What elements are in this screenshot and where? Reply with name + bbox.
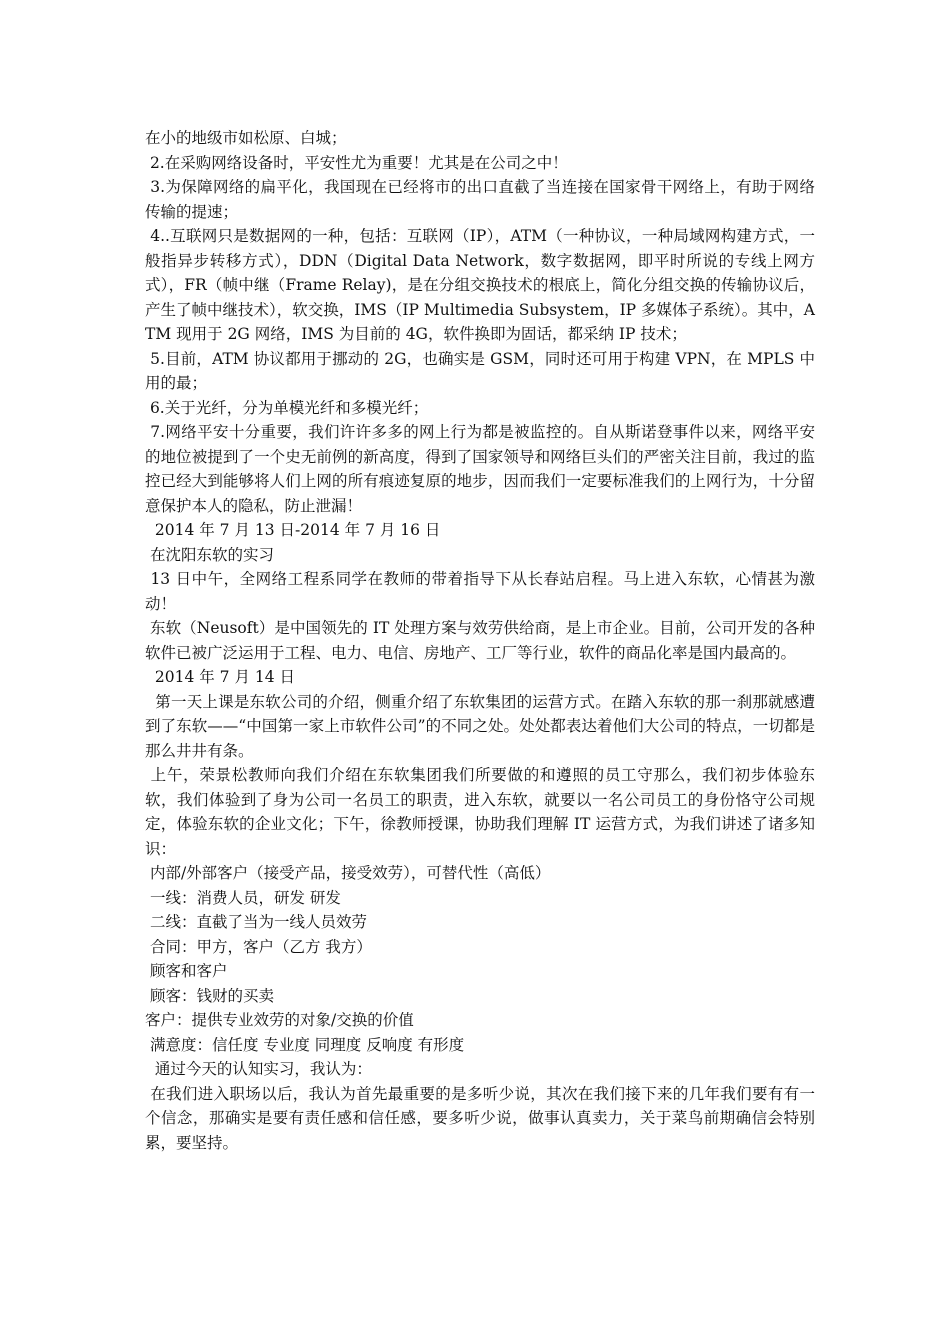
paragraph: 5.目前，ATM 协议都用于挪动的 2G，也确实是 GSM，同时还可用于构建 VPN，在 MPLS 中用的最； <box>145 349 815 392</box>
list-item: 顾客：钱财的买卖 <box>145 986 274 1005</box>
paragraph: 上午，荣景松教师向我们介绍在东软集团我们所要做的和遵照的员工守那么，我们初步体验东软，我们体验到了身为公司一名员工的职责，进入东软，就要以一名公司员工的身份恪守公司规定，体验东软的企业文化；下午，徐教师授课，协助我们理解 IT 运营方式，为我们讲述了诸多知识： <box>145 766 815 858</box>
list-item: 满意度：信任度 专业度 同理度 反响度 有形度 <box>145 1035 465 1054</box>
section-heading: 在沈阳东软的实习 <box>145 545 274 564</box>
paragraph: 2.在采购网络设备时，平安性尤为重要！尤其是在公司之中！ <box>145 153 568 172</box>
paragraph: 7.网络平安十分重要，我们许许多多的网上行为都是被监控的。自从斯诺登事件以来，网络平安的地位被提到了一个史无前例的新高度，得到了国家领导和网络巨头们的严密关注目前，我过的监控已经大到能够将人们上网的所有痕迹复原的地步，因而我们一定要标准我们的上网行为，十分留意保护本人的隐私，防止泄漏！ <box>145 423 815 515</box>
paragraph: 通过今天的认知实习，我认为： <box>145 1060 372 1078</box>
document-body <box>145 126 815 1155</box>
list-item: 一线：消费人员，研发 研发 <box>145 888 341 907</box>
paragraph: 在小的地级市如松原、白城； <box>145 129 347 147</box>
paragraph: 4..互联网只是数据网的一种，包括：互联网（IP），ATM（一种协议，一种局域网构建方式，一般指异步转移方式），DDN（Digital Data Network，数字数据网，即平时所说的专线上网方式），FR（帧中继（Frame Relay)，是在分组交换技术的根底上，简化分组交换的传输协议后，产生了帧中继技术），软交换，IMS（IP Multimedia Subsystem，IP 多媒体子系统）。其中，ATM 现用于 2G 网络，IMS 为目前的 4G，软件换即为固话，都采纳 IP 技术； <box>145 227 815 343</box>
paragraph: 第一天上课是东软公司的介绍，侧重介绍了东软集团的运营方式。在踏入东软的那一刹那就感遭到了东软——“中国第一家上市软件公司”的不同之处。处处都表达着他们大公司的特点，一切都是那么井井有条。 <box>145 692 815 760</box>
list-item: 二线：直截了当为一线人员效劳 <box>145 913 367 931</box>
list-item: 内部/外部客户（接受产品，接受效劳），可替代性（高低） <box>145 864 551 882</box>
list-item: 顾客和客户 <box>145 962 228 980</box>
paragraph: 在我们进入职场以后，我认为首先最重要的是多听少说，其次在我们接下来的几年我们要有有一个信念，那确实是要有责任感和信任感，要多听少说，做事认真卖力，关于菜鸟前期确信会特别累，要坚持。 <box>145 1084 815 1152</box>
date-heading: 2014 年 7 月 13 日-2014 年 7 月 16 日 <box>145 521 441 539</box>
paragraph: 13 日中午，全网络工程系同学在教师的带着指导下从长春站启程。马上进入东软，心情甚为激动！ <box>145 570 815 613</box>
paragraph: 东软（Neusoft）是中国领先的 IT 处理方案与效劳供给商，是上市企业。目前，公司开发的各种软件已被广泛运用于工程、电力、电信、房地产、工厂等行业，软件的商品化率是国内最高的。 <box>145 619 815 662</box>
list-item: 合同：甲方，客户（乙方 我方） <box>145 937 372 956</box>
list-item: 客户：提供专业效劳的对象/交换的价值 <box>145 1011 414 1029</box>
paragraph: 6.关于光纤，分为单模光纤和多模光纤； <box>145 398 429 417</box>
date-heading: 2014 年 7 月 14 日 <box>145 668 296 686</box>
paragraph: 3.为保障网络的扁平化，我国现在已经将市的出口直截了当连接在国家骨干网络上，有助于网络传输的提速； <box>145 178 815 221</box>
